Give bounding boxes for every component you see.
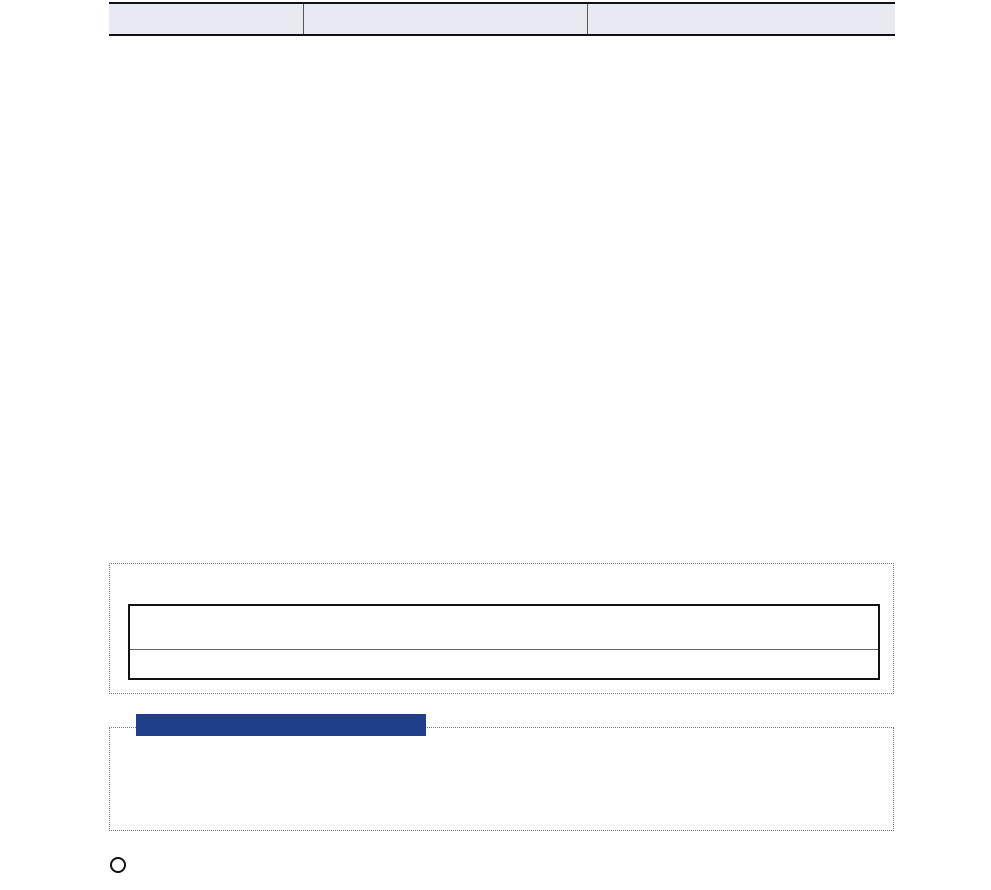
circle-bullet-icon bbox=[110, 857, 126, 873]
reserve-criteria-box bbox=[109, 563, 894, 694]
misc-heading bbox=[136, 714, 426, 736]
preference-heading bbox=[110, 857, 148, 873]
schedule-table bbox=[109, 2, 895, 36]
reserve-row-label-reserve bbox=[129, 650, 879, 680]
reserve-row-label-selection bbox=[129, 605, 879, 650]
misc-section bbox=[109, 727, 894, 831]
header-category bbox=[109, 3, 303, 35]
header-notes bbox=[587, 3, 895, 35]
reserve-table bbox=[128, 604, 880, 680]
header-schedule bbox=[303, 3, 587, 35]
